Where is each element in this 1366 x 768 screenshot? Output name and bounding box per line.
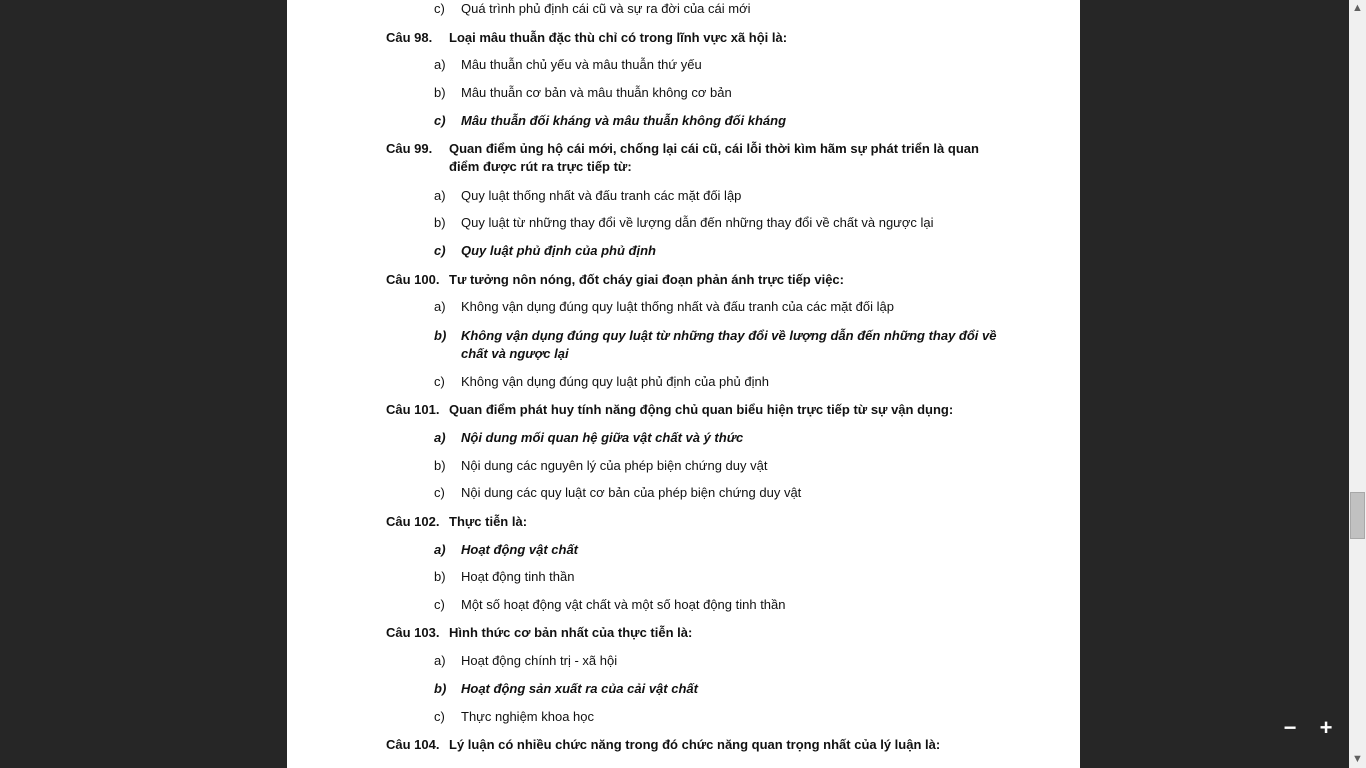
option-text: Không vận dụng đúng quy luật thống nhất và đấu tranh của các mặt đối lập	[461, 299, 894, 314]
option-line	[434, 0, 751, 18]
question-number: Câu 99.	[386, 141, 433, 156]
option-letter: a)	[434, 188, 446, 203]
option-text: Hoạt động tinh thần	[461, 569, 575, 584]
option-text: Quy luật phủ định của phủ định	[461, 243, 656, 258]
option-line	[434, 187, 741, 205]
option-letter: c)	[434, 709, 445, 724]
question-heading	[386, 29, 787, 47]
scrollbar-thumb[interactable]	[1350, 492, 1365, 539]
question-number: Câu 102.	[386, 514, 440, 529]
option-text: Mâu thuẫn đối kháng và mâu thuẫn không đối kháng	[461, 113, 787, 128]
option-letter: b)	[434, 85, 446, 100]
option-letter: b)	[434, 328, 447, 343]
option-text: Mâu thuẫn chủ yếu và mâu thuẫn thứ yếu	[461, 57, 702, 72]
question-text: Tư tưởng nôn nóng, đốt cháy giai đoạn phản ánh trực tiếp việc:	[449, 272, 844, 287]
option-line	[434, 568, 574, 586]
option-line	[434, 596, 786, 614]
question-heading	[386, 736, 940, 754]
answer-option-line	[434, 680, 698, 698]
option-letter: b)	[434, 458, 446, 473]
option-text: Thực nghiệm khoa học	[461, 709, 594, 724]
option-text: Nội dung các quy luật cơ bản của phép biện chứng duy vật	[461, 485, 802, 500]
option-letter: c)	[434, 597, 445, 612]
question-text: Hình thức cơ bản nhất của thực tiễn là:	[449, 625, 693, 640]
option-letter: a)	[434, 430, 446, 445]
option-line	[434, 56, 702, 74]
option-letter: a)	[434, 299, 446, 314]
question-number: Câu 98.	[386, 30, 433, 45]
option-letter: c)	[434, 1, 445, 16]
answer-option-line	[434, 112, 786, 130]
option-text: Nội dung mối quan hệ giữa vật chất và ý thức	[461, 430, 744, 445]
zoom-in-button[interactable]: +	[1319, 715, 1333, 740]
option-text: Hoạt động vật chất	[461, 542, 579, 557]
question-text: Thực tiễn là:	[449, 514, 528, 529]
option-text: Hoạt động sản xuất ra của cải vật chất	[461, 681, 698, 696]
option-text: Nội dung các nguyên lý của phép biện chứng duy vật	[461, 458, 768, 473]
option-line	[434, 298, 894, 316]
option-text: Quy luật thống nhất và đấu tranh các mặt đối lập	[461, 188, 742, 203]
option-text: Không vận dụng đúng quy luật từ những thay đổi về lượng dẫn đến những thay đổi về	[461, 328, 997, 343]
option-letter: b)	[434, 215, 446, 230]
option-letter: c)	[434, 113, 446, 128]
answer-option-line	[434, 242, 656, 260]
question-text: Loại mâu thuẫn đặc thù chỉ có trong lĩnh vực xã hội là:	[449, 30, 788, 45]
question-number: Câu 104.	[386, 737, 440, 752]
question-text: Quan điểm ủng hộ cái mới, chống lại cái cũ, cái lỗi thời kìm hãm sự phát triển là quan	[449, 141, 979, 156]
option-line	[434, 373, 769, 391]
option-letter: c)	[434, 485, 445, 500]
question-number: Câu 100.	[386, 272, 440, 287]
question-heading	[386, 140, 979, 174]
question-text-continued: điểm được rút ra trực tiếp từ:	[449, 159, 632, 174]
option-line	[434, 84, 732, 102]
question-heading	[386, 513, 527, 531]
option-letter: c)	[434, 243, 446, 258]
answer-option-line	[434, 541, 578, 559]
question-number: Câu 103.	[386, 625, 440, 640]
option-letter: a)	[434, 542, 446, 557]
option-line	[434, 457, 767, 475]
option-text: Một số hoạt động vật chất và một số hoạt động tinh thần	[461, 597, 786, 612]
question-text: Quan điểm phát huy tính năng động chủ quan biểu hiện trực tiếp từ sự vận dụng:	[449, 402, 954, 417]
question-number: Câu 101.	[386, 402, 440, 417]
option-text: Quá trình phủ định cái cũ và sự ra đời của cái mới	[461, 1, 751, 16]
option-text: Hoạt động chính trị - xã hội	[461, 653, 618, 668]
option-letter: c)	[434, 374, 445, 389]
option-line	[434, 708, 594, 726]
option-text: Quy luật từ những thay đổi về lượng dẫn đến những thay đổi về chất và ngược lại	[461, 215, 934, 230]
option-line	[434, 214, 934, 232]
option-letter: a)	[434, 653, 446, 668]
scroll-down-arrow-icon[interactable]: ▼	[1349, 751, 1366, 768]
scroll-up-arrow-icon[interactable]: ▲	[1349, 0, 1366, 17]
option-text: Không vận dụng đúng quy luật phủ định của phủ định	[461, 374, 769, 389]
pdf-page	[287, 0, 1080, 768]
question-text: Lý luận có nhiều chức năng trong đó chức năng quan trọng nhất của lý luận là:	[449, 737, 941, 752]
answer-option-line	[434, 327, 997, 361]
question-heading	[386, 401, 953, 419]
option-text: Mâu thuẫn cơ bản và mâu thuẫn không cơ bản	[461, 85, 732, 100]
question-heading	[386, 624, 692, 642]
option-letter: b)	[434, 569, 446, 584]
option-letter: b)	[434, 681, 447, 696]
option-line	[434, 484, 801, 502]
option-letter: a)	[434, 57, 446, 72]
answer-option-line	[434, 429, 743, 447]
question-heading	[386, 271, 844, 289]
option-line	[434, 652, 617, 670]
option-text-continued: chất và ngược lại	[461, 346, 569, 361]
vertical-scrollbar[interactable]	[1349, 0, 1366, 768]
zoom-out-button[interactable]: −	[1283, 715, 1297, 740]
